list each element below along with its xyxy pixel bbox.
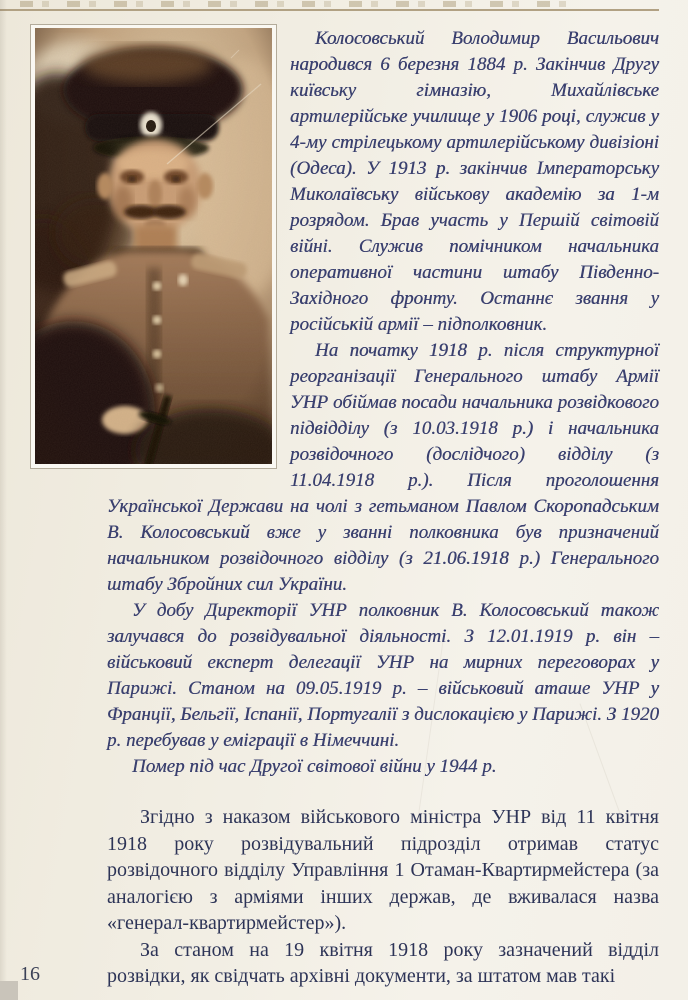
- page-number: 16: [20, 963, 40, 985]
- body-paragraph: Згідно з наказом військового міністра УНР від 11 квітня 1918 року розвідувальний підрозділ отримав статус розвідочного відділу Управління 1 Отаман-Квартирмейстера (за аналогією з арміями інших держав, де вживалася назва «генерал-квартирмейстер»).: [107, 806, 659, 934]
- bio-paragraph: На початку 1918 р. після структурної реорганізації Генерального штабу Армії УНР обіймав посади начальника розвідкового підвідділу (з 10.03.1918 р.) і начальника розвідочного (дослідчого) відділу (з 11.04.1918 р.). Після проголошення Української Держави на чолі з гетьманом Павлом Скоропадським В. Колосовський вже у званні полковника був призначений начальником розвідочного відділу (з 21.06.1918 р.) Генерального штабу Збройних сил України.: [107, 340, 659, 595]
- officer-portrait-illustration: [35, 28, 272, 464]
- officer-portrait-photo: [30, 24, 277, 469]
- bio-paragraph: Колосовський Володимир Васильович народився 6 березня 1884 р. Закінчив Другу київську гімназію, Михайлівське артилерійське училище у 1906 році, служив у 4-му стрілецькому артилерійському дивізіоні (Одеса). У 1913 р. закінчив Імператорську Миколаївську військову академію за 1-м розрядом. Брав участь у Першій світовій війні. Служив помічником начальника оперативної частини штабу Південно-Західного фронту. Останнє звання у російській армії – підполковник.: [290, 28, 659, 335]
- bio-paragraph: Помер під час Другої світової війни у 1944 р.: [132, 756, 497, 777]
- body-paragraph: За станом на 19 квітня 1918 року зазначений відділ розвідки, як свідчать архівні документи, за штатом мав такі: [107, 938, 659, 987]
- page-content: [107, 26, 659, 990]
- bio-paragraph: У добу Директорії УНР полковник В. Колосовський також залучався до розвідувальної діяльності. З 12.01.1919 р. він – військовий експерт делегації УНР на мирних переговорах у Парижі. Станом на 09.05.1919 р. – військовий аташе УНР у Франції, Бельгії, Іспанії, Португалії з дислокацією у Парижі. З 1920 р. перебував у еміграції в Німеччині.: [107, 600, 659, 751]
- cropped-running-header: [20, 1, 580, 7]
- main-text-section: [107, 804, 659, 990]
- header-rule: [0, 9, 659, 11]
- scan-edge-artifact: [0, 981, 18, 1000]
- scan-edge-shadow: [0, 0, 7, 1000]
